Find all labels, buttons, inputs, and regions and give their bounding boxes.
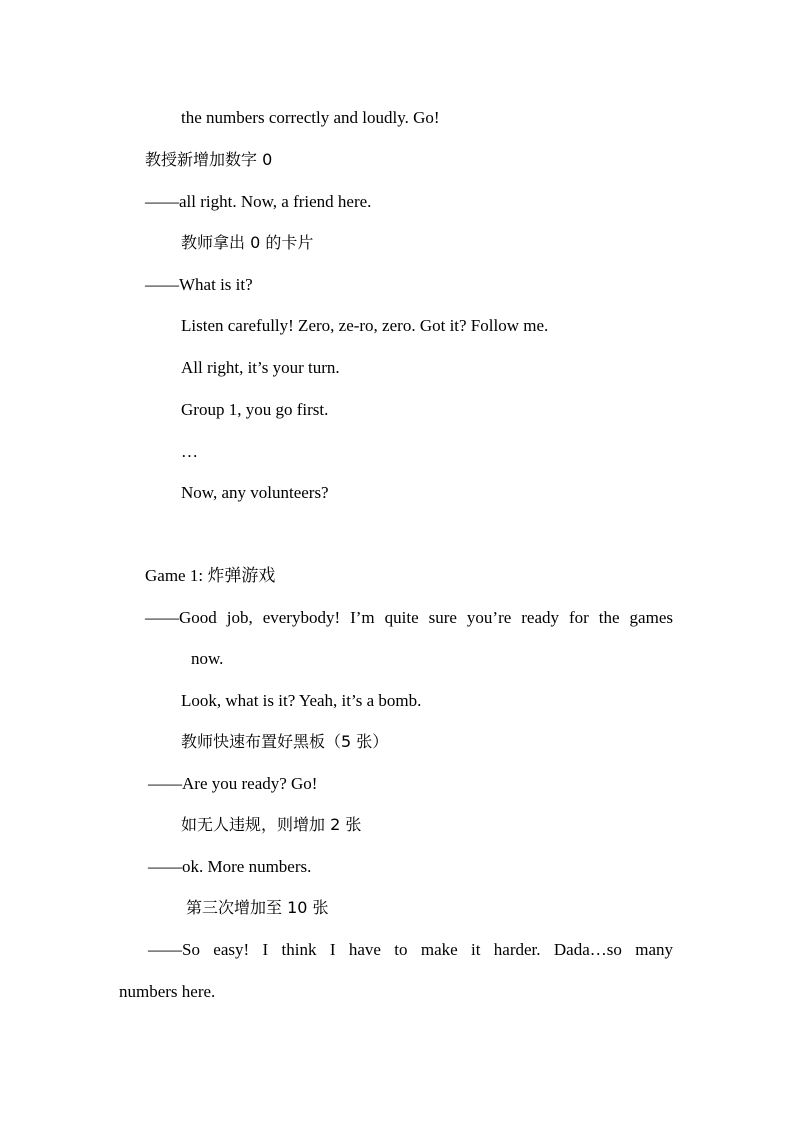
text-line: 第三次增加至 10 张 xyxy=(186,898,329,917)
text-line: … xyxy=(181,442,198,461)
text-line: ——Good job, everybody! I’m quite sure you’re ready for the games xyxy=(145,608,673,627)
text-line: Group 1, you go first. xyxy=(181,400,329,419)
text-line: 教师快速布置好黑板（5 张） xyxy=(181,732,389,751)
text-line: Now, any volunteers? xyxy=(181,483,329,502)
text-line: 如无人违规，则增加 2 张 xyxy=(181,815,362,834)
text-line: numbers here. xyxy=(119,982,216,1001)
text-line: Listen carefully! Zero, ze-ro, zero. Got it? Follow me. xyxy=(181,316,549,335)
text-line: ——So easy! I think I have to make it harder. Dada…so many xyxy=(148,940,673,959)
text-line: now. xyxy=(191,649,224,668)
text-line: Look, what is it? Yeah, it’s a bomb. xyxy=(181,691,422,710)
text-line: ——ok. More numbers. xyxy=(148,857,312,876)
text-line: ——What is it? xyxy=(145,275,253,294)
text-line: All right, it’s your turn. xyxy=(181,358,340,377)
text-line: 教授新增加数字 0 xyxy=(145,150,273,169)
text-line: 教师拿出 0 的卡片 xyxy=(181,233,314,252)
text-line: ——all right. Now, a friend here. xyxy=(145,192,372,211)
text-line: ——Are you ready? Go! xyxy=(148,774,318,793)
section-heading xyxy=(145,566,275,586)
text-line: the numbers correctly and loudly. Go! xyxy=(181,108,440,127)
heading-text: Game 1: 炸弹游戏 xyxy=(145,566,276,585)
